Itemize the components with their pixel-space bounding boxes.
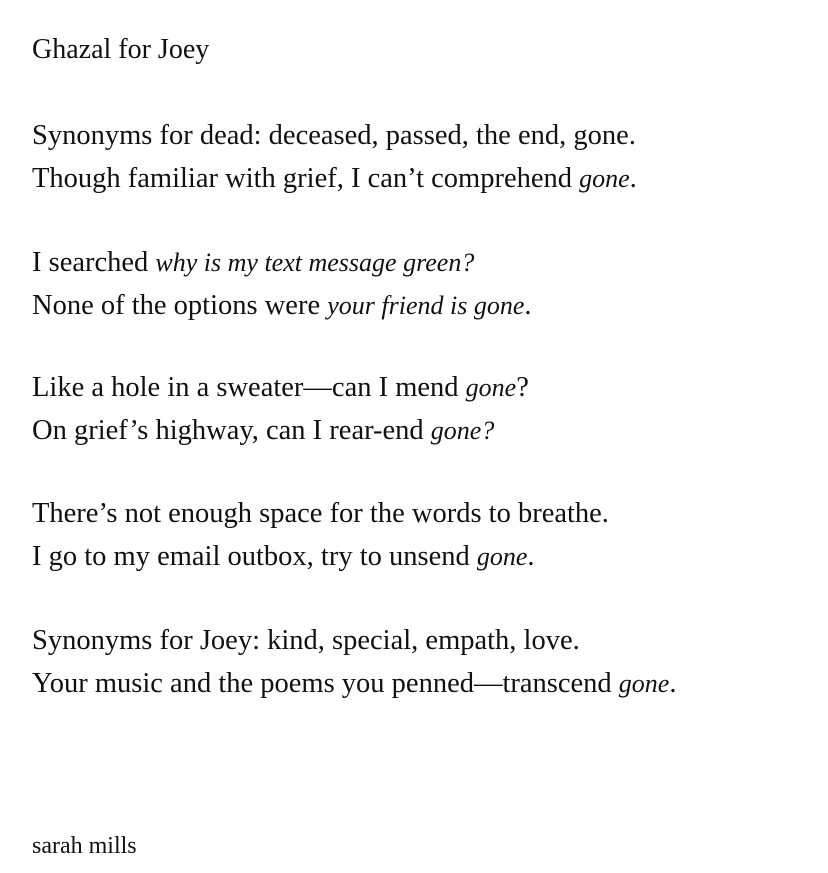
line-text: None of the options were bbox=[32, 290, 328, 321]
line-punctuation: . bbox=[669, 668, 677, 699]
line-text: On grief’s highway, can I rear-end bbox=[32, 415, 431, 446]
poem-line bbox=[32, 535, 609, 578]
line-text: Like a hole in a sweater—can I mend bbox=[32, 372, 466, 403]
line-italic: gone bbox=[618, 669, 670, 698]
stanza-2 bbox=[32, 241, 532, 327]
poem-line bbox=[32, 114, 637, 157]
poem-line bbox=[32, 366, 529, 409]
line-italic: gone bbox=[476, 542, 528, 571]
line-text: Synonyms for Joey: kind, special, empath, love. bbox=[32, 625, 580, 656]
stanza-3 bbox=[32, 366, 529, 452]
poem-line bbox=[32, 284, 532, 327]
poem-line bbox=[32, 662, 676, 705]
stanza-4 bbox=[32, 492, 609, 578]
line-text: Though familiar with grief, I can’t comprehend bbox=[32, 163, 580, 194]
line-italic: gone bbox=[465, 373, 517, 402]
line-punctuation: . bbox=[524, 290, 532, 321]
line-punctuation: . bbox=[527, 541, 535, 572]
line-punctuation: ? bbox=[516, 372, 529, 403]
stanza-5 bbox=[32, 619, 676, 705]
line-text: I go to my email outbox, try to unsend bbox=[32, 541, 477, 572]
poem-author: sarah mills bbox=[32, 833, 137, 859]
poem-line bbox=[32, 619, 676, 662]
line-italic: gone? bbox=[430, 416, 495, 445]
line-text: Synonyms for dead: deceased, passed, the end, gone. bbox=[32, 120, 636, 151]
poem-line bbox=[32, 409, 529, 452]
line-italic: your friend is gone bbox=[327, 291, 525, 320]
line-italic: why is my text message green? bbox=[155, 248, 475, 277]
poem-line bbox=[32, 241, 532, 284]
poem-title: Ghazal for Joey bbox=[32, 34, 210, 65]
line-italic: gone bbox=[579, 164, 630, 193]
line-punctuation: . bbox=[629, 163, 637, 194]
line-text: There’s not enough space for the words to breathe. bbox=[32, 498, 609, 529]
stanza-1 bbox=[32, 114, 637, 200]
line-text: I searched bbox=[32, 247, 156, 278]
poem-line bbox=[32, 157, 637, 200]
poem-line bbox=[32, 492, 609, 535]
line-text: Your music and the poems you penned—transcend bbox=[32, 668, 619, 699]
